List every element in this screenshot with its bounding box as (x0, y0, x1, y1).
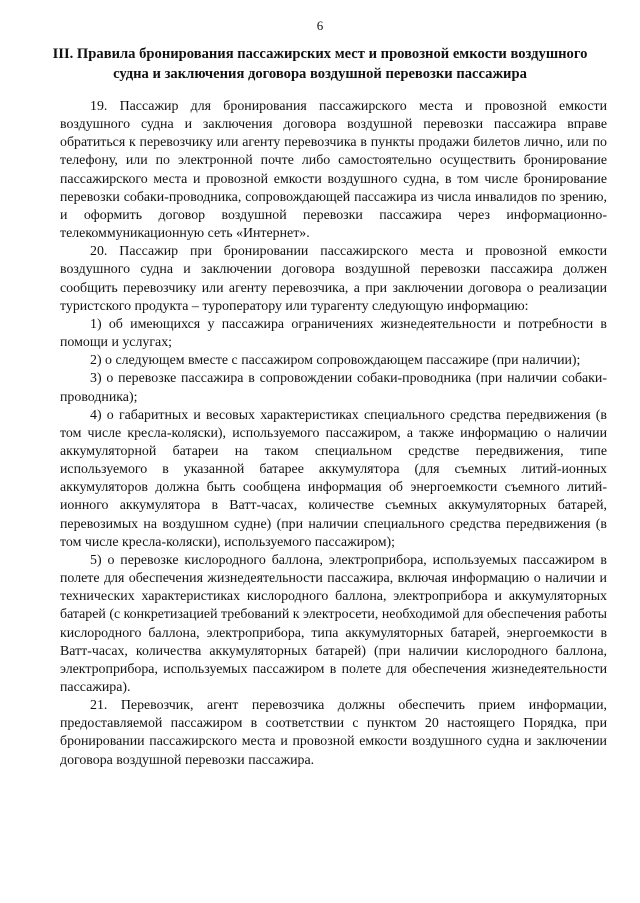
list-item-5: 5) о перевозке кислородного баллона, электроприбора, используемых пассажиром в полете для обеспечения жизнедеятельности пассажира, включая информацию о наличии и технических характеристиках кислородного баллона, электроприбора и аккумуляторных батарей (с конкретизацией требований к электросети, необходимой для обеспечения работы кислородного баллона, электроприбора, типа аккумуляторных батарей, энергоемкости в Ватт-часах, количества аккумуляторных батарей) (при наличии кислородного баллона, электроприбора, используемых пассажиром в полете для обеспечения жизнедеятельности пассажира). (60, 552, 607, 695)
list-item-2: 2) о следующем вместе с пассажиром сопровождающем пассажире (при наличии); (90, 353, 581, 369)
section-title: III. Правила бронирования пассажирских мест и провозной емкости воздушного судна и заключения договора воздушной перевозки пассажира (52, 46, 588, 82)
paragraph-20: 20. Пассажир при бронировании пассажирского места и провозной емкости воздушного судна и заключении договора воздушной перевозки пассажира должен сообщить перевозчику или агенту перевозчика, а при заключении договора о реализации туристского продукта – туроператору или турагенту следующую информацию: (60, 244, 607, 314)
list-item-4: 4) о габаритных и весовых характеристиках специального средства передвижения (в том числе кресла-коляски), используемого пассажиром, а также информацию о наличии аккумуляторной батареи на таком специальном средстве передвижения, типе используемого в указанной батарее аккумулятора (для съемных литий-ионных аккумуляторов должна быть сообщена информация об энергоемкости съемного литий-ионного аккумулятора в Ватт-часах, количестве съемных аккумуляторных батарей, перевозимых на воздушном судне) (при наличии специального средства передвижения (в том числе кресла-коляски), используемого пассажиром); (60, 407, 607, 550)
document-body (60, 98, 607, 770)
list-item-3: 3) о перевозке пассажира в сопровождении собаки-проводника (при наличии собаки-проводника); (60, 371, 607, 405)
paragraph-19: 19. Пассажир для бронирования пассажирского места и провозной емкости воздушного судна и заключения договора воздушной перевозки пассажира вправе обратиться к перевозчику или агенту перевозчика в пункты продажи билетов лично, или по телефону, или по электронной почте либо самостоятельно осуществить бронирование пассажирского места и провозной емкости воздушного судна, в том числе бронирование перевозки собаки-проводника, сопровождающей пассажира из числа инвалидов по зрению, и оформить договор воздушной перевозки пассажира через информационно-телекоммуникационную сеть «Интернет». (60, 99, 607, 242)
list-item-1: 1) об имеющихся у пассажира ограничениях жизнедеятельности и потребности в помощи и услугах; (60, 316, 607, 351)
page-number: 6 (316, 18, 324, 33)
paragraph-21: 21. Перевозчик, агент перевозчика должны обеспечить прием информации, предоставляемой пассажиром в соответствии с пунктом 20 настоящего Порядка, при бронировании пассажирского места и провозной емкости воздушного судна и заключении договора воздушной перевозки пассажира. (60, 698, 607, 768)
